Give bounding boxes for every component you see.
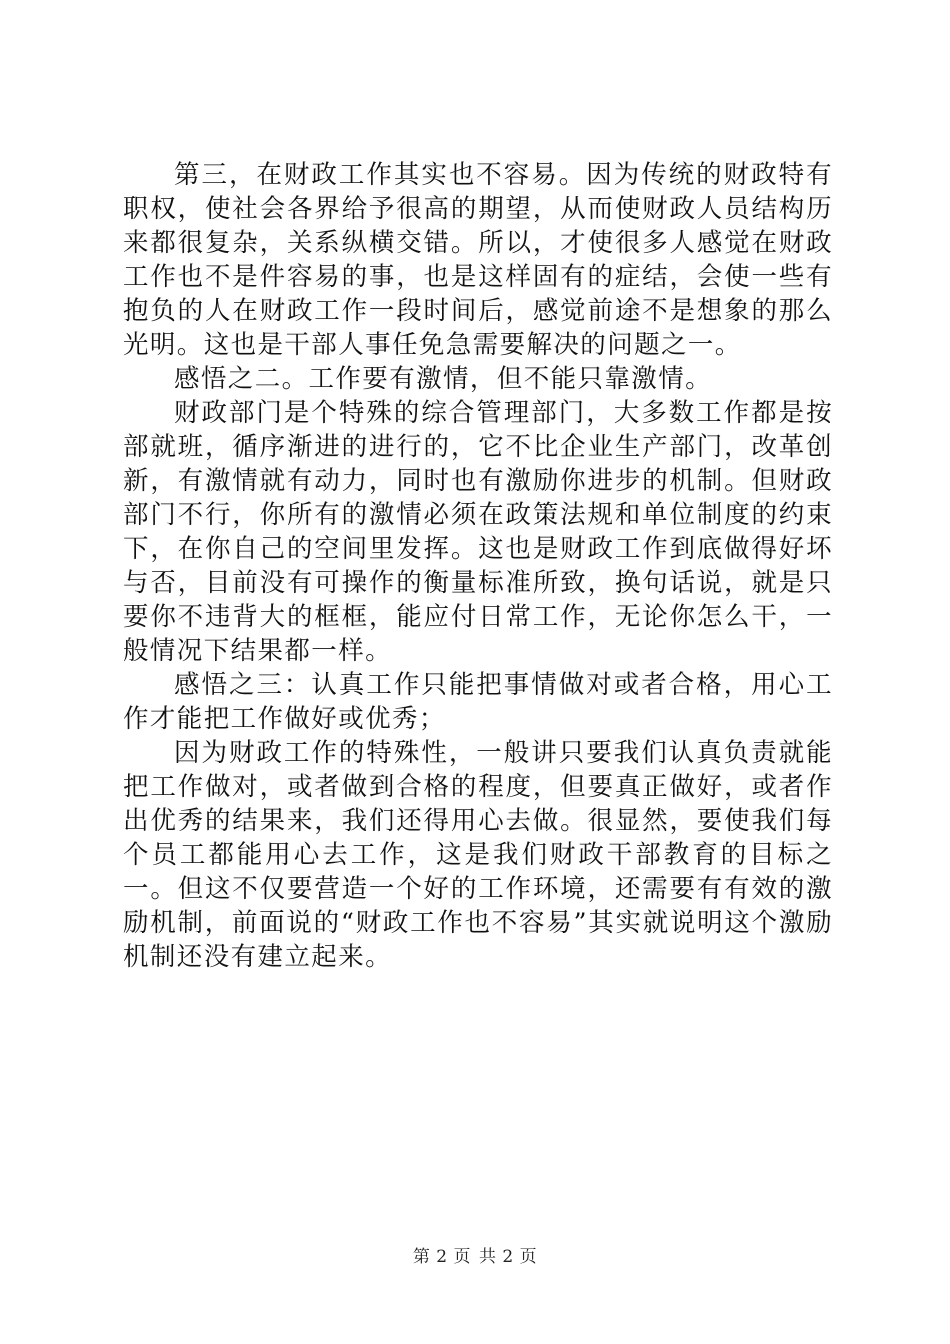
document-body (123, 158, 833, 974)
paragraph-third-point: 第三，在财政工作其实也不容易。因为传统的财政特有职权，使社会各界给予很高的期望，从而使财政人员结构历来都很复杂，关系纵横交错。所以，才使很多人感觉在财政工作也不是件容易的事，也是这样固有的症结，会使一些有抱负的人在财政工作一段时间后，感觉前途不是想象的那么光明。这也是干部人事任免急需要解决的问题之一。 (123, 160, 833, 360)
paragraph-insight-three-body: 因为财政工作的特殊性，一般讲只要我们认真负责就能把工作做对，或者做到合格的程度，但要真正做好，或者作出优秀的结果来，我们还得用心去做。很显然，要使我们每个员工都能用心去工作，这是我们财政干部教育的目标之一。但这不仅要营造一个好的工作环境，还需要有有效的激励机制，前面说的“财政工作也不容易”其实就说明这个激励机制还没有建立起来。 (123, 738, 833, 972)
page-number-current: 第 2 页 (412, 1247, 471, 1267)
page-footer (0, 1246, 950, 1268)
paragraph-insight-three-heading: 感悟之三：认真工作只能把事情做对或者合格，用心工作才能把工作做好或优秀； (123, 670, 833, 734)
page-number-total: 共 2 页 (479, 1247, 538, 1267)
paragraph-insight-two-body: 财政部门是个特殊的综合管理部门，大多数工作都是按部就班，循序渐进的进行的，它不比企业生产部门，改革创新，有激情就有动力，同时也有激励你进步的机制。但财政部门不行，你所有的激情必须在政策法规和单位制度的约束下，在你自己的空间里发挥。这也是财政工作到底做得好坏与否，目前没有可操作的衡量标准所致，换句话说，就是只要你不违背大的框框，能应付日常工作，无论你怎么干，一般情况下结果都一样。 (123, 398, 833, 666)
paragraph-insight-two-heading: 感悟之二。工作要有激情，但不能只靠激情。 (174, 364, 713, 394)
